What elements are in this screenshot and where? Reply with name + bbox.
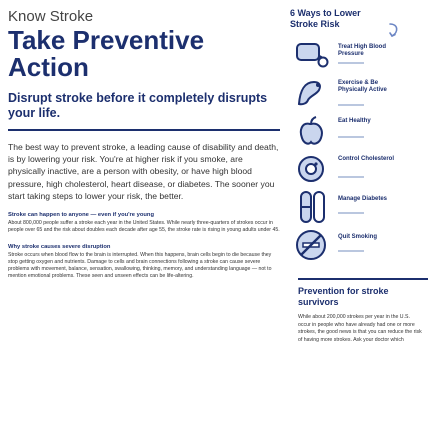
- item-label: Exercise & Be Physically Active: [338, 80, 387, 93]
- divider: [8, 129, 280, 131]
- divider: [338, 62, 364, 64]
- sidebar-ways: [290, 8, 422, 240]
- ways-title: 6 Ways to Lower Stroke Risk: [290, 8, 361, 29]
- item-label: Quit Smoking: [338, 234, 377, 240]
- divider: [338, 176, 364, 178]
- prevention-body: While about 200,000 strokes per year in the U.S. occur in people who have already had one or more strokes, the good news is that you can reduce the risk of having more strokes. Ask your doctor which: [298, 314, 422, 343]
- running-shoe-icon: [294, 76, 330, 110]
- page-title: [8, 27, 280, 81]
- prevention-title: Prevention for stroke survivors: [298, 286, 389, 307]
- divider: [338, 212, 364, 214]
- subheadline: Disrupt stroke before it completely disrupts your life.: [8, 91, 268, 120]
- list-item: [290, 114, 422, 148]
- divider: [338, 104, 364, 106]
- arrow-curve-icon: [386, 22, 402, 38]
- bp-cuff-icon: [294, 38, 330, 72]
- list-item: [290, 190, 422, 224]
- section-heading: Why stroke causes severe disruption: [8, 244, 111, 251]
- apple-icon: [294, 114, 330, 148]
- item-label: Eat Healthy: [338, 118, 371, 124]
- pill-icon: [294, 190, 330, 224]
- intro-paragraph: The best way to prevent stroke, a leading cause of disability and death, is by lowering your risk. You're at higher risk if you smoke, are physically inactive, are a person with obesity, or have high blood pressure, high cholesterol, heart disease, or diabetes. The sooner you start taking steps to lower your risk, the better.: [8, 142, 279, 201]
- section-body: About 800,000 people suffer a stroke each year in the United States. While nearly three-quarters of strokes occur in people over 65 and the risk about doubles each decade after age 55, the stroke rate is rising in young adults under 45.: [8, 220, 280, 234]
- main-column: [8, 8, 280, 280]
- item-label: Control Cholesterol: [338, 156, 395, 162]
- list-item: [290, 76, 422, 110]
- list-item: [290, 38, 422, 72]
- no-smoking-icon: [294, 228, 330, 262]
- list-item: [290, 228, 422, 262]
- section-young: [8, 212, 280, 234]
- kicker: Know Stroke: [8, 8, 94, 25]
- title-line-2: Action: [8, 52, 89, 82]
- divider: [338, 136, 364, 138]
- section-disruption: [8, 244, 280, 280]
- section-body: Stroke occurs when blood flow to the brain is interrupted. When this happens, brain cells begin to die because they stop getting oxygen and nutrients. Damage to cells and brain connections following a stroke can cause severe problems with movement, balance, sensation, swallowing, thinking, memory, and understanding language — not to mention emotional problems. These seen and unseen effects can be life-altering.: [8, 252, 272, 280]
- item-label: Manage Diabetes: [338, 196, 388, 202]
- list-item: [290, 152, 422, 186]
- divider: [338, 250, 364, 252]
- cholesterol-icon: [294, 152, 330, 186]
- item-label: Treat High Blood Pressure: [338, 44, 386, 57]
- divider: [298, 278, 428, 280]
- title-line-1: Take Preventive: [8, 25, 205, 55]
- section-heading: Stroke can happen to anyone — even if you're young: [8, 212, 155, 219]
